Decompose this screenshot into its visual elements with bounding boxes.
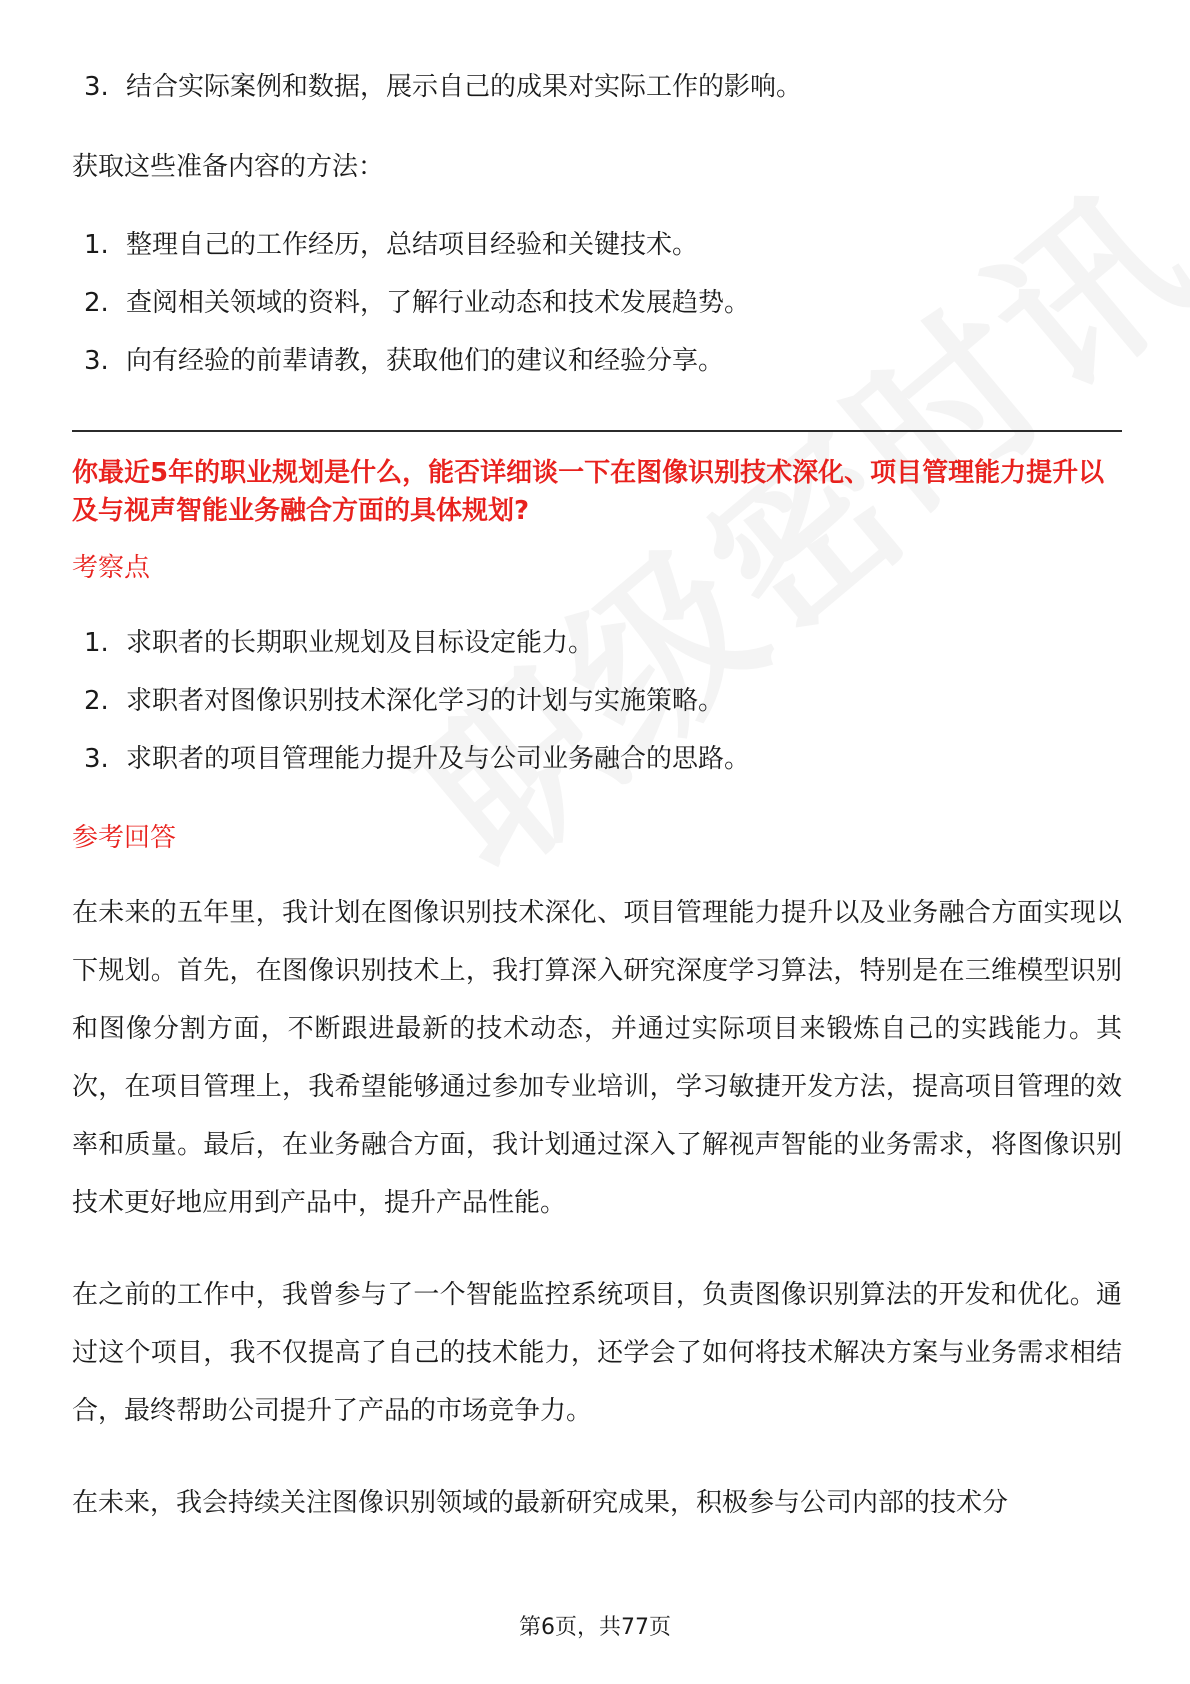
list-item [72,274,1122,332]
answer-paragraph: 在未来，我会持续关注图像识别领域的最新研究成果，积极参与公司内部的技术分 [72,1488,1009,1518]
answer-paragraph: 在之前的工作中，我曾参与了一个智能监控系统项目，负责图像识别算法的开发和优化。通过这个项目，我不仅提高了自己的技术能力，还学会了如何将技术解决方案与业务需求相结合，最终帮助公司提升了产品的市场竞争力。 [72,1280,1122,1426]
prep-lead: 获取这些准备内容的方法： [72,152,385,182]
question-title: 你最近5年的职业规划是什么，能否详细谈一下在图像识别技术深化、项目管理能力提升以及与视声智能业务融合方面的具体规划? [72,458,1105,526]
list-text: 查阅相关领域的资料，了解行业动态和技术发展趋势。 [126,288,751,318]
list-item [72,58,1122,116]
list-text: 结合实际案例和数据，展示自己的成果对实际工作的影响。 [126,72,803,102]
list-number: 3. [84,72,109,102]
answer-paragraph: 在未来的五年里，我计划在图像识别技术深化、项目管理能力提升以及业务融合方面实现以下规划。首先，在图像识别技术上，我打算深入研究深度学习算法，特别是在三维模型识别和图像分割方面，不断跟进最新的技术动态，并通过实际项目来锻炼自己的实践能力。其次，在项目管理上，我希望能够通过参加专业培训，学习敏捷开发方法，提高项目管理的效率和质量。最后，在业务融合方面，我计划通过深入了解视声智能的业务需求，将图像识别技术更好地应用到产品中，提升产品性能。 [72,898,1122,1218]
list-number: 2. [84,288,109,318]
list-text: 求职者的项目管理能力提升及与公司业务融合的思路。 [126,744,751,774]
list-item [72,216,1122,274]
exam-points-list [72,614,1122,788]
list-item [72,672,1122,730]
list-text: 整理自己的工作经历，总结项目经验和关键技术。 [126,230,699,260]
list-text: 求职者对图像识别技术深化学习的计划与实施策略。 [126,686,725,716]
list-number: 1. [84,628,109,658]
list-number: 2. [84,686,109,716]
list-item [72,614,1122,672]
page-footer: 第6页，共77页 [519,1615,671,1640]
list-text: 求职者的长期职业规划及目标设定能力。 [126,628,595,658]
reference-answer-heading: 参考回答 [72,823,177,853]
list-item [72,332,1122,390]
list-text: 向有经验的前辈请教，获取他们的建议和经验分享。 [126,346,725,376]
page-content [72,58,1122,1566]
exam-points-heading: 考察点 [72,553,151,583]
prep-list [72,216,1122,390]
list-number: 3. [84,346,109,376]
list-number: 3. [84,744,109,774]
top-list [72,58,1122,116]
list-item [72,730,1122,788]
section-divider [72,430,1122,432]
list-number: 1. [84,230,109,260]
